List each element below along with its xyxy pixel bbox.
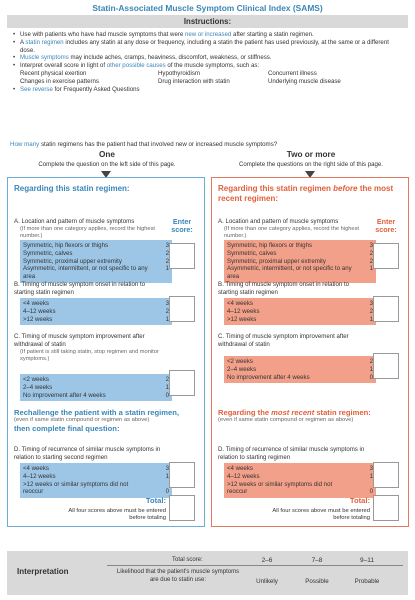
question-c: C. Timing of muscle symptom improvement after withdrawal of statin xyxy=(218,333,349,348)
total-score-box[interactable] xyxy=(373,495,399,521)
option-row: <4 weeks 3 xyxy=(227,300,373,307)
option-row: >12 weeks or similar symptoms did not reoccur 0 xyxy=(23,480,169,496)
instruction-item: • Muscle symptoms may include aches, cramps, heaviness, discomfort, weakness, or stiffness. xyxy=(13,54,272,62)
option-row: 4–12 weeks 2 xyxy=(23,307,169,315)
question-a: A. Location and pattern of muscle symptoms (If more than one category applies, record the highest number.) xyxy=(14,218,155,240)
instruction-item: • See reverse for Frequently Asked Questions xyxy=(13,85,140,93)
question-b: B. Timing of muscle symptom onset in relation to starting statin regimen xyxy=(218,281,350,296)
option-row: <4 weeks 3 xyxy=(23,300,169,307)
column-one-subtitle: Complete the question on the left side of this page. xyxy=(38,161,176,168)
option-row: <2 weeks 2 xyxy=(227,358,373,365)
question-d: D. Timing of recurrence of similar muscle symptoms in relation to starting regimen xyxy=(218,446,365,461)
option-row: 2–4 weeks 1 xyxy=(23,383,169,391)
question-c: C. Timing of muscle symptom improvement after withdrawal of statin (If patient is still taking statin, stop regimen and monitor symptoms.) xyxy=(14,333,159,362)
how-many-question: How many statin regimens has the patient had that involved new or increased muscle symptoms? xyxy=(10,141,278,148)
option-row: Symmetric, hip flexors or thighs 3 xyxy=(23,242,169,249)
option-row: <2 weeks 2 xyxy=(23,376,169,383)
left-panel-heading: Regarding this statin regimen: xyxy=(14,184,130,193)
see-reverse-link[interactable]: See reverse xyxy=(20,85,53,93)
bullet-icon: • xyxy=(13,62,16,70)
rechallenge-heading: Rechallenge the patient with a statin regimen, (even if same statin compound or regimen as above) then complete final question: xyxy=(14,408,179,434)
score-box-d[interactable] xyxy=(169,462,195,488)
right-panel xyxy=(211,177,409,527)
category-possible: Possible xyxy=(305,578,329,585)
question-a-options xyxy=(224,240,376,283)
enter-score-label: Enter score: xyxy=(171,217,193,235)
option-row: Symmetric, proximal upper extremity 2 xyxy=(227,257,373,265)
bullet-icon: • xyxy=(13,54,16,62)
option-row: >12 weeks 1 xyxy=(23,315,169,323)
total-score-label: Total score: xyxy=(172,557,203,563)
total-score-box[interactable] xyxy=(169,495,195,521)
option-row: 4–12 weeks 1 xyxy=(23,472,169,480)
column-one-title: One xyxy=(99,150,115,159)
question-d-options xyxy=(20,463,172,498)
bullet-icon: • xyxy=(13,85,16,93)
bullet-icon: • xyxy=(13,38,16,46)
score-box-c[interactable] xyxy=(169,370,195,396)
option-row: Symmetric, hip flexors or thighs 3 xyxy=(227,242,373,249)
question-b: B. Timing of muscle symptom onset in relation to starting statin regimen xyxy=(14,281,146,296)
right-panel-heading: Regarding this statin regimen before the most recent regimen: xyxy=(218,184,394,203)
question-c-options xyxy=(20,374,172,401)
score-box-a[interactable] xyxy=(373,243,399,269)
option-row: 4–12 weeks 1 xyxy=(227,472,373,480)
column-two-title: Two or more xyxy=(286,150,336,159)
range-possible: 7–8 xyxy=(311,557,323,564)
instructions-heading: Instructions: xyxy=(7,15,408,28)
option-row: Symmetric, calves 2 xyxy=(23,249,169,257)
total-note: All four scores above must be entered before totaling xyxy=(272,508,370,522)
likelihood-label: Likelihood that the patient's muscle symptoms are due to statin use: xyxy=(116,569,240,583)
option-row: <4 weeks 3 xyxy=(227,465,373,472)
most-recent-heading: Regarding the most recent statin regimen: (even if same statin compound or regimen as above) xyxy=(218,408,371,424)
instruction-item: • Use with patients who have had muscle symptoms that were new or increased after starting a statin regimen. xyxy=(13,31,314,38)
range-probable: 9–11 xyxy=(360,557,374,564)
score-box-a[interactable] xyxy=(169,243,195,269)
score-box-d[interactable] xyxy=(373,462,399,488)
category-probable: Probable xyxy=(354,578,380,585)
question-b-options xyxy=(20,298,172,325)
score-box-c[interactable] xyxy=(373,353,399,379)
instruction-item: • Interpret overall score in light of other possible causes of the muscle symptoms, such as: xyxy=(13,62,260,70)
option-row: No improvement after 4 weeks 0 xyxy=(227,373,373,381)
question-a: A. Location and pattern of muscle symptoms (If more than one category applies, record the highest number.) xyxy=(218,218,359,240)
option-row: Symmetric, calves 2 xyxy=(227,249,373,257)
question-d: D. Timing of recurrence of similar muscle symptoms in relation to starting second regimen xyxy=(14,446,161,461)
option-row: Asymmetric, intermittent, or not specific to any area 1 xyxy=(23,265,169,281)
category-unlikely: Unlikely xyxy=(256,578,278,585)
instruction-item: • A statin regimen includes any statin at any dose or frequency, including a statin the patient has used previously, at the same or a different dose. xyxy=(13,38,389,54)
question-c-options xyxy=(224,356,376,383)
question-b-options xyxy=(224,298,376,325)
option-row: Asymmetric, intermittent, or not specific to any area 1 xyxy=(227,265,373,281)
score-box-b[interactable] xyxy=(373,296,399,322)
option-row: 4–12 weeks 2 xyxy=(227,307,373,315)
option-row: <4 weeks 3 xyxy=(23,465,169,472)
option-row: No improvement after 4 weeks 0 xyxy=(23,391,169,399)
option-row: >12 weeks 1 xyxy=(227,315,373,323)
score-box-b[interactable] xyxy=(169,296,195,322)
range-unlikely: 2–6 xyxy=(261,557,273,564)
instructions-list xyxy=(13,31,405,93)
question-a-options xyxy=(20,240,172,283)
bullet-icon: • xyxy=(13,31,16,38)
total-label: Total: xyxy=(145,496,166,505)
interpretation-label: Interpretation xyxy=(17,567,69,576)
option-row: 2–4 weeks 1 xyxy=(227,365,373,373)
interpretation-table xyxy=(7,551,408,595)
total-note: All four scores above must be entered before totaling xyxy=(68,508,166,522)
other-causes-list: Recent physical exertion Hypothyroidism Concurrent illness Changes in exercise patterns Drug interaction with statin Underlying muscle disease xyxy=(20,69,341,85)
enter-score-label: Enter score: xyxy=(375,217,397,235)
question-d-options xyxy=(224,463,376,498)
left-panel xyxy=(7,177,205,527)
column-two-subtitle: Complete the questions on the right side of this page. xyxy=(239,161,383,168)
option-row: >12 weeks or similar symptoms did not reoccur 0 xyxy=(227,480,373,496)
form-title: Statin-Associated Muscle Symptom Clinical Index (SAMS) xyxy=(92,3,323,13)
total-label: Total: xyxy=(349,496,370,505)
option-row: Symmetric, proximal upper extremity 2 xyxy=(23,257,169,265)
